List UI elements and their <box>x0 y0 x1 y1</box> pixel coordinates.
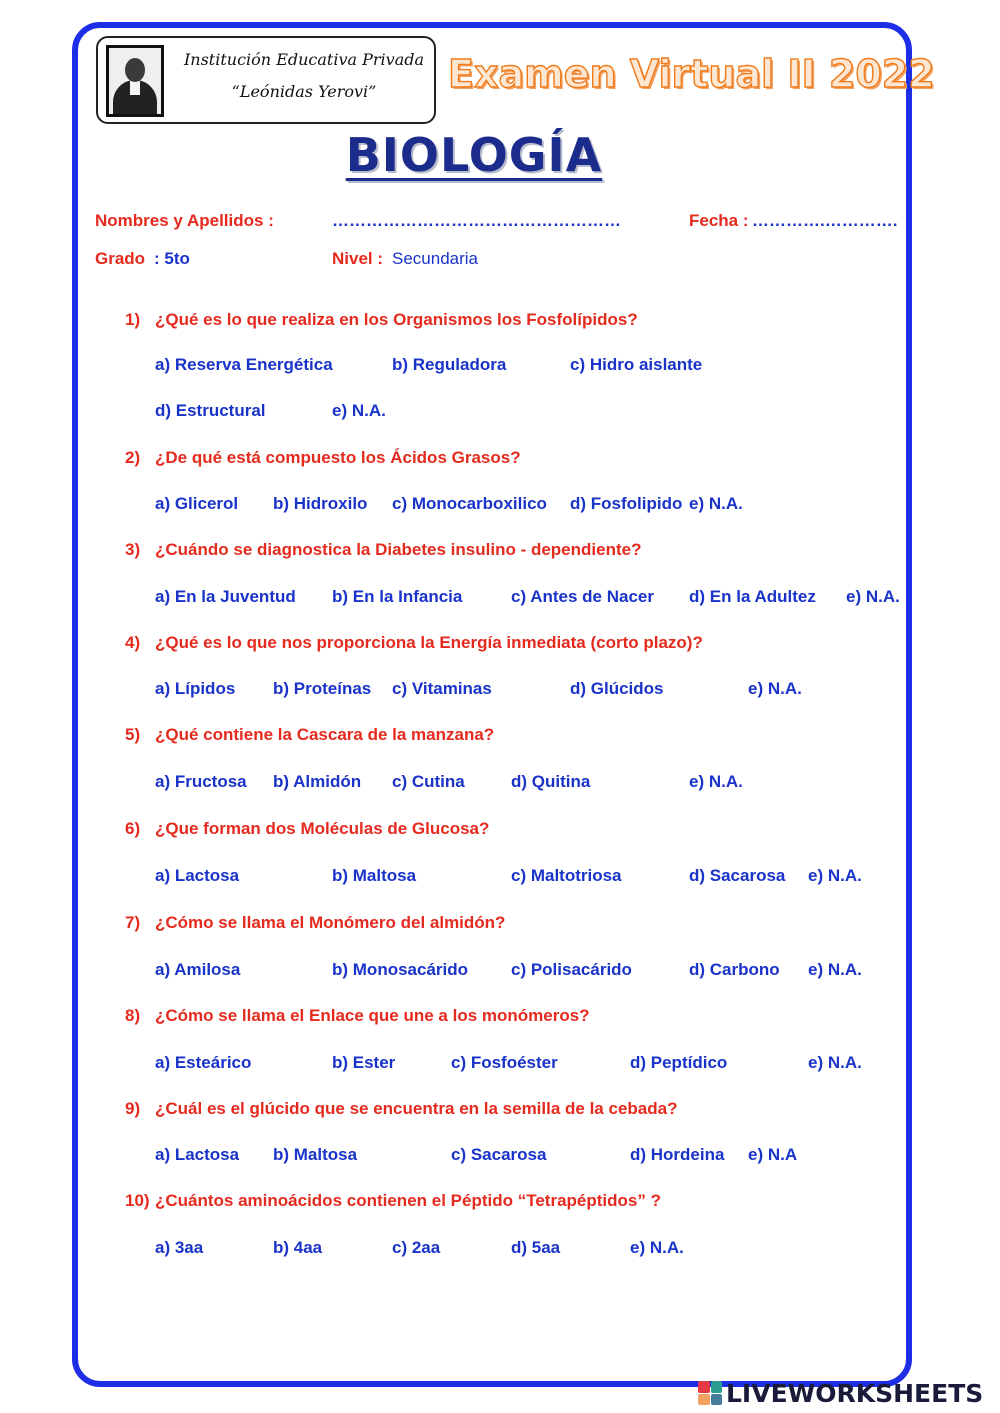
answer-option[interactable]: a) Amilosa <box>155 960 241 979</box>
answer-option[interactable]: a) En la Juventud <box>155 587 296 606</box>
answer-option[interactable]: e) N.A. <box>808 1053 862 1072</box>
question-text: ¿Cuándo se diagnostica la Diabetes insulino - dependiente? <box>155 540 642 559</box>
exam-title: Examen Virtual II 2022 <box>448 52 935 96</box>
answer-option[interactable]: c) Hidro aislante <box>570 355 703 374</box>
answer-option[interactable]: c) Sacarosa <box>451 1145 547 1164</box>
level-value: Secundaria <box>392 249 479 268</box>
date-label: Fecha : <box>689 211 749 230</box>
question-number: 10) <box>125 1191 150 1210</box>
portrait-image <box>106 45 164 117</box>
question-text: ¿Cómo se llama el Monómero del almidón? <box>155 913 506 932</box>
answer-option[interactable]: d) 5aa <box>511 1238 561 1257</box>
question-text: ¿De qué está compuesto los Ácidos Grasos? <box>155 448 521 467</box>
question-number: 7) <box>125 913 141 932</box>
question-number: 3) <box>125 540 141 559</box>
watermark-text: LIVEWORKSHEETS <box>726 1379 984 1408</box>
question-number: 8) <box>125 1006 141 1025</box>
question-text: ¿Que forman dos Moléculas de Glucosa? <box>155 819 490 838</box>
answer-option[interactable]: d) Glúcidos <box>570 679 664 698</box>
answer-option[interactable]: b) Hidroxilo <box>273 494 368 513</box>
answer-option[interactable]: b) En la Infancia <box>332 587 463 606</box>
answer-option[interactable]: a) 3aa <box>155 1238 204 1257</box>
question-text: ¿Cuál es el glúcido que se encuentra en la semilla de la cebada? <box>155 1099 678 1118</box>
institution-name-line2: “Leónidas Yerovi” <box>231 82 377 101</box>
answer-option[interactable]: e) N.A <box>748 1145 798 1164</box>
answer-option[interactable]: b) 4aa <box>273 1238 323 1257</box>
answer-option[interactable]: e) N.A. <box>689 494 743 513</box>
answer-option[interactable]: b) Ester <box>332 1053 396 1072</box>
answer-option[interactable]: c) Cutina <box>392 772 465 791</box>
watermark <box>698 1378 998 1408</box>
name-label: Nombres y Apellidos : <box>95 211 274 230</box>
answer-option[interactable]: e) N.A. <box>846 587 900 606</box>
answer-option[interactable]: b) Maltosa <box>332 866 417 885</box>
answer-option[interactable]: a) Lípidos <box>155 679 236 698</box>
answer-option[interactable]: d) Carbono <box>689 960 780 979</box>
question-number: 6) <box>125 819 141 838</box>
answer-option[interactable]: b) Reguladora <box>392 355 507 374</box>
answer-option[interactable]: d) Sacarosa <box>689 866 786 885</box>
answer-option[interactable]: a) Lactosa <box>155 1145 240 1164</box>
answer-option[interactable]: b) Maltosa <box>273 1145 358 1164</box>
liveworksheets-logo-icon <box>698 1381 722 1405</box>
question-number: 5) <box>125 725 141 744</box>
answer-option[interactable]: e) N.A. <box>689 772 743 791</box>
answer-option[interactable]: a) Fructosa <box>155 772 247 791</box>
question-text: ¿Cómo se llama el Enlace que une a los monómeros? <box>155 1006 590 1025</box>
answer-option[interactable]: a) Lactosa <box>155 866 240 885</box>
institution-name-line1: Institución Educativa Privada <box>183 50 425 69</box>
question-number: 9) <box>125 1099 141 1118</box>
question-text: ¿Qué es lo que realiza en los Organismos los Fosfolípidos? <box>155 310 638 329</box>
name-field[interactable]: …………………………………………… <box>332 211 621 230</box>
grade-value: : 5to <box>154 249 190 268</box>
answer-option[interactable]: a) Glicerol <box>155 494 239 513</box>
question-number: 4) <box>125 633 141 652</box>
answer-option[interactable]: d) Peptídico <box>630 1053 728 1072</box>
date-field[interactable]: ………….…………. <box>752 211 898 230</box>
question-text: ¿Qué contiene la Cascara de la manzana? <box>155 725 495 744</box>
answer-option[interactable]: c) Monocarboxilico <box>392 494 547 513</box>
answer-option[interactable]: c) Vitaminas <box>392 679 492 698</box>
question-number: 1) <box>125 310 141 329</box>
answer-option[interactable]: c) Fosfoéster <box>451 1053 558 1072</box>
answer-option[interactable]: b) Monosacárido <box>332 960 469 979</box>
answer-option[interactable]: e) N.A. <box>808 960 862 979</box>
answer-option[interactable]: e) N.A. <box>748 679 802 698</box>
question-number: 2) <box>125 448 141 467</box>
answer-option[interactable]: a) Esteárico <box>155 1053 252 1072</box>
question-text: ¿Qué es lo que nos proporciona la Energía inmediata (corto plazo)? <box>155 633 703 652</box>
question-text: ¿Cuántos aminoácidos contienen el Péptido “Tetrapéptidos” ? <box>155 1191 661 1210</box>
answer-option[interactable]: e) N.A. <box>332 401 386 420</box>
answer-option[interactable]: c) 2aa <box>392 1238 441 1257</box>
answer-option[interactable]: e) N.A. <box>808 866 862 885</box>
answer-option[interactable]: b) Almidón <box>273 772 362 791</box>
level-label: Nivel : <box>332 249 384 268</box>
answer-option[interactable]: a) Reserva Energética <box>155 355 333 374</box>
answer-option[interactable]: c) Maltotriosa <box>511 866 622 885</box>
answer-option[interactable]: c) Polisacárido <box>511 960 632 979</box>
answer-option[interactable]: c) Antes de Nacer <box>511 587 654 606</box>
answer-option[interactable]: b) Proteínas <box>273 679 372 698</box>
answer-option[interactable]: d) Estructural <box>155 401 266 420</box>
institution-header <box>96 36 436 124</box>
grade-label: Grado <box>95 249 146 268</box>
subject-title: BIOLOGÍA <box>345 128 603 182</box>
answer-option[interactable]: e) N.A. <box>630 1238 684 1257</box>
answer-option[interactable]: d) En la Adultez <box>689 587 816 606</box>
answer-option[interactable]: d) Hordeina <box>630 1145 725 1164</box>
answer-option[interactable]: d) Quitina <box>511 772 591 791</box>
answer-option[interactable]: d) Fosfolipido <box>570 494 683 513</box>
